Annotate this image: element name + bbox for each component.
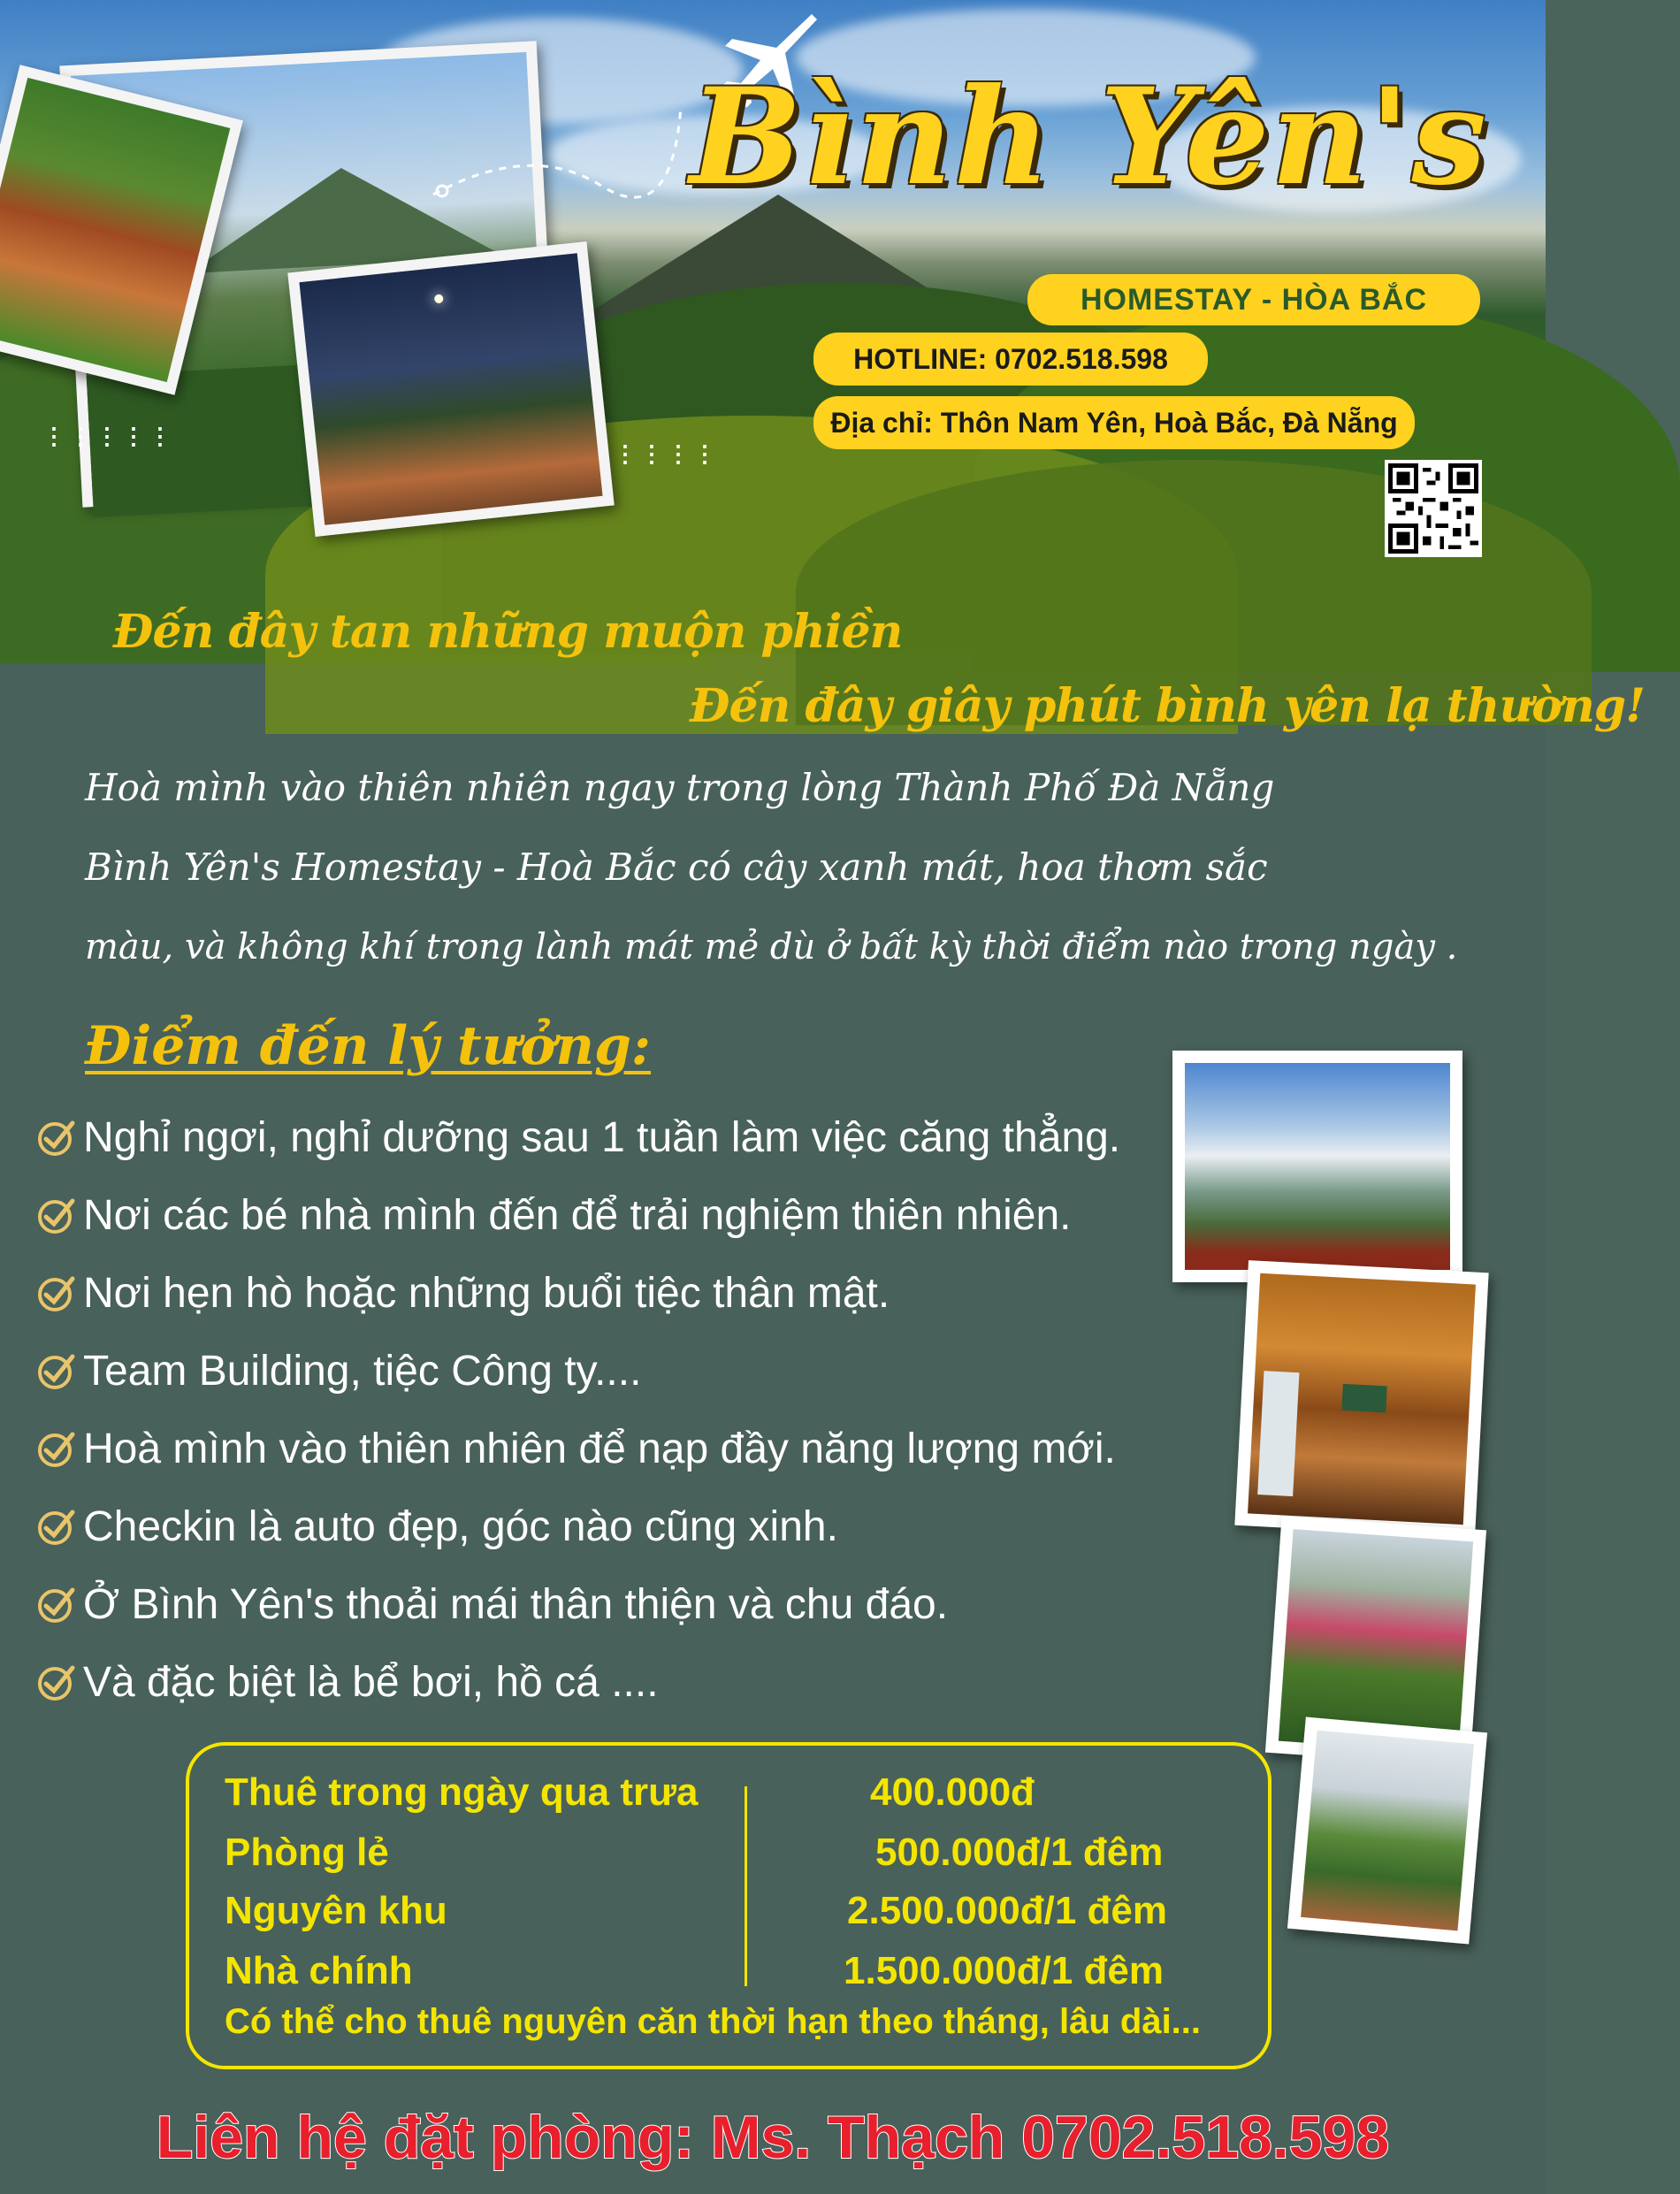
price-divider [745,1786,747,1986]
section-title: Điểm đến lý tưởng: [85,1015,652,1077]
decorative-dots: ⋮⋮⋮⋮ [614,440,720,467]
feature-text: Và đặc biệt là bể bơi, hồ cá .... [83,1658,659,1706]
homestay-tagline: HOMESTAY - HÒA BẮC [1027,274,1480,325]
feature-text: Nghỉ ngơi, nghỉ dưỡng sau 1 tuần làm việc căng thẳng. [83,1113,1121,1161]
description-line-2: Bình Yên's Homestay - Hoà Bắc có cây xanh mát, hoa thơm sắc [85,845,1268,889]
feature-text: Team Building, tiệc Công ty.... [83,1347,642,1395]
address-badge: Địa chỉ: Thôn Nam Yên, Hoà Bắc, Đà Nẵng [813,396,1415,449]
qr-code-icon[interactable] [1385,460,1482,557]
contact-line[interactable]: Liên hệ đặt phòng: Ms. Thạch 0702.518.598 [156,2104,1390,2171]
check-circle-icon [37,1118,76,1157]
photo-garden-path [1287,1716,1487,1944]
feature-text: Nơi hẹn hò hoặc những buổi tiệc thân mật. [83,1269,890,1317]
brand-logo: Bình Yên's [690,59,1489,215]
feature-text: Checkin là auto đẹp, góc nào cũng xinh. [83,1502,838,1550]
header-banner [0,0,1546,573]
photo-wooden-interior [1234,1260,1488,1538]
feature-item [37,1342,641,1399]
price-value: 500.000đ/1 đêm [875,1831,1164,1874]
price-value: 400.000đ [870,1770,1035,1814]
feature-item [37,1576,948,1632]
feature-text: Hoà mình vào thiên nhiên để nạp đầy năng lượng mới. [83,1425,1116,1472]
feature-item [37,1654,659,1710]
feature-item [37,1498,838,1555]
description-line-3: màu, và không khí trong lành mát mẻ dù ở bất kỳ thời điểm nào trong ngày . [85,927,1458,967]
price-label: Thuê trong ngày qua trưa [225,1770,699,1814]
check-circle-icon [37,1429,76,1468]
hotline-badge: HOTLINE: 0702.518.598 [813,333,1208,386]
price-label: Nguyên khu [225,1889,447,1932]
slogan-line-2: Đến đây giây phút bình yên lạ thường! [690,679,1645,733]
check-circle-icon [37,1585,76,1624]
flight-path-line [424,88,690,212]
price-note: Có thể cho thuê nguyên căn thời hạn theo tháng, lâu dài... [225,2002,1202,2041]
feature-item [37,1109,1120,1166]
check-circle-icon [37,1273,76,1312]
check-circle-icon [37,1351,76,1390]
description-line-1: Hoà mình vào thiên nhiên ngay trong lòng Thành Phố Đà Nẵng [85,766,1275,809]
check-circle-icon [37,1507,76,1546]
photo-night-garden [287,241,614,537]
price-value: 2.500.000đ/1 đêm [847,1889,1168,1932]
price-value: 1.500.000đ/1 đêm [844,1949,1165,1992]
check-circle-icon [37,1196,76,1235]
price-label: Phòng lẻ [225,1831,389,1874]
feature-item [37,1187,1072,1243]
feature-item [37,1420,1116,1477]
feature-text: Nơi các bé nhà mình đến để trải nghiệm thiên nhiên. [83,1191,1072,1239]
feature-item [37,1265,890,1321]
price-label: Nhà chính [225,1949,413,1992]
slogan-line-1: Đến đây tan những muộn phiền [113,605,903,659]
photo-sky-mountains [1172,1051,1462,1282]
price-table [186,1742,1271,2069]
check-circle-icon [37,1663,76,1701]
decorative-dots: ⋮⋮⋮⋮⋮ [42,423,175,449]
feature-text: Ở Bình Yên's thoải mái thân thiện và chu đáo. [83,1580,949,1628]
